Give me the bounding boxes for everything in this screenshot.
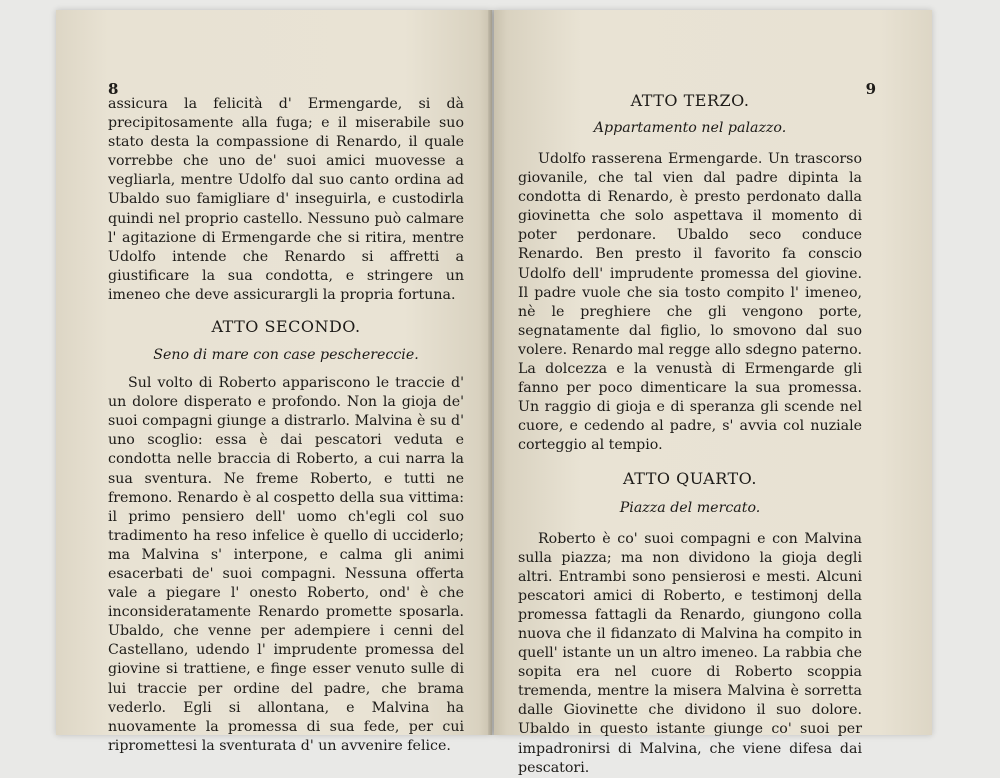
page-number-right: 9 (865, 80, 876, 98)
right-text-column (518, 90, 862, 778)
left-page (56, 10, 492, 754)
page-number-left: 8 (108, 80, 119, 98)
act-two-title: ATTO SECONDO. (211, 317, 361, 337)
act-three-setting: Appartamento nel palazzo. (593, 120, 787, 136)
act-four-setting: Piazza del mercato. (619, 499, 761, 516)
right-paragraph-2: Roberto è co' suoi compagni e con Malvina sulla piazza; ma non dividono la gioja degli altri. Entrambi sono pensierosi e mesti. Alcuni pescatori amici di Roberto, e testimonj della promessa fattagli da Renardo, giungono colla nuova che il fidanzato di Malvina ha compito in quell' istante un un altro imeneo. La rabbia che sopita era nel cuore di Roberto scoppia tremenda, mentre la misera Malvina è sorretta dalle Giovinette che dividono il suo dolore. Ubaldo in questo istante giunge co' suoi per impadronirsi di Malvina, che viene difesa dai pescatori. (518, 530, 862, 776)
act-three-title: ATTO TERZO. (630, 91, 750, 110)
left-paragraph-1: assicura la felicità d' Ermengarde, si dà precipitosamente alla fuga; e il miserabile suo stato desta la compassione di Renardo, il quale vorrebbe che uno de' suoi amici muovesse a vegliarla, mentre Udolfo dal suo canto ordina ad Ubaldo suo famigliare d' inseguirla, e custodirla quindi nel proprio castello. Nessuno può calmare l' agitazione di Ermengarde che si ritira, mentre Udolfo intende che Renardo si affretti a giustificare la sua condotta, e stringere un imeneo che deve assicurargli la propria fortuna. (108, 96, 464, 303)
act-two-setting: Seno di mare con case peschereccie. (153, 347, 419, 364)
right-paragraph-1: Udolfo rasserena Ermengarde. Un trascorso giovanile, che tal vien dal padre dipinta la condotta di Renardo, è presto perdonato dalla giovinetta che solo aspettava il momento di poter perdonare. Ubaldo seco conduce Renardo. Ben presto il favorito fa conscio Udolfo dell' imprudente promessa del giovine. Il padre vuole che sia tosto compito l' imeneo, nè le preghiere che gli vengono porte, segnatamente dal figlio, lo smovono dal suo volere. Renardo mal regge allo sdegno paterno. La dolcezza e la venustà di Ermengarde gli fanno per poco dimenticare la sua promessa. Un raggio di gioja e di speranza gli scende nel cuore, e cedendo al padre, s' avvia col nuziale corteggio al tempio. (518, 151, 862, 454)
right-page (494, 10, 932, 776)
left-text-column (108, 95, 464, 756)
left-paragraph-2: Sul volto di Roberto appariscono le traccie d' un dolore disperato e profondo. Non la gioja de' suoi compagni giunge a distrarlo. Malvina è su d' uno scoglio: essa è dai pescatori veduta e condotta nelle braccia di Roberto, a cui narra la sua sventura. Ne freme Roberto, e tutti ne fremono. Renardo è al cospetto della sua vittima: il primo pensiero dell' uomo ch'egli col suo tradimento ha reso infelice è quello di ucciderlo; ma Malvina s' interpone, e calma gli animi esacerbati de' suoi compagni. Nessuna offerta vale a piegare l' onesto Roberto, ond' è che inconsideratamente Renardo promette sposarla. Ubaldo, che venne per adempiere i cenni del Castellano, udendo l' imprudente promessa del giovine si trattiene, e finge esser venuto sulle di lui traccie per ordine del padre, che brama vederlo. Egli si allontana, e Malvina ha nuovamente la promessa di sua fede, per cui ripromettesi la sventurata d' un avvenire felice. (108, 375, 464, 754)
act-four-title: ATTO QUARTO. (623, 468, 757, 488)
